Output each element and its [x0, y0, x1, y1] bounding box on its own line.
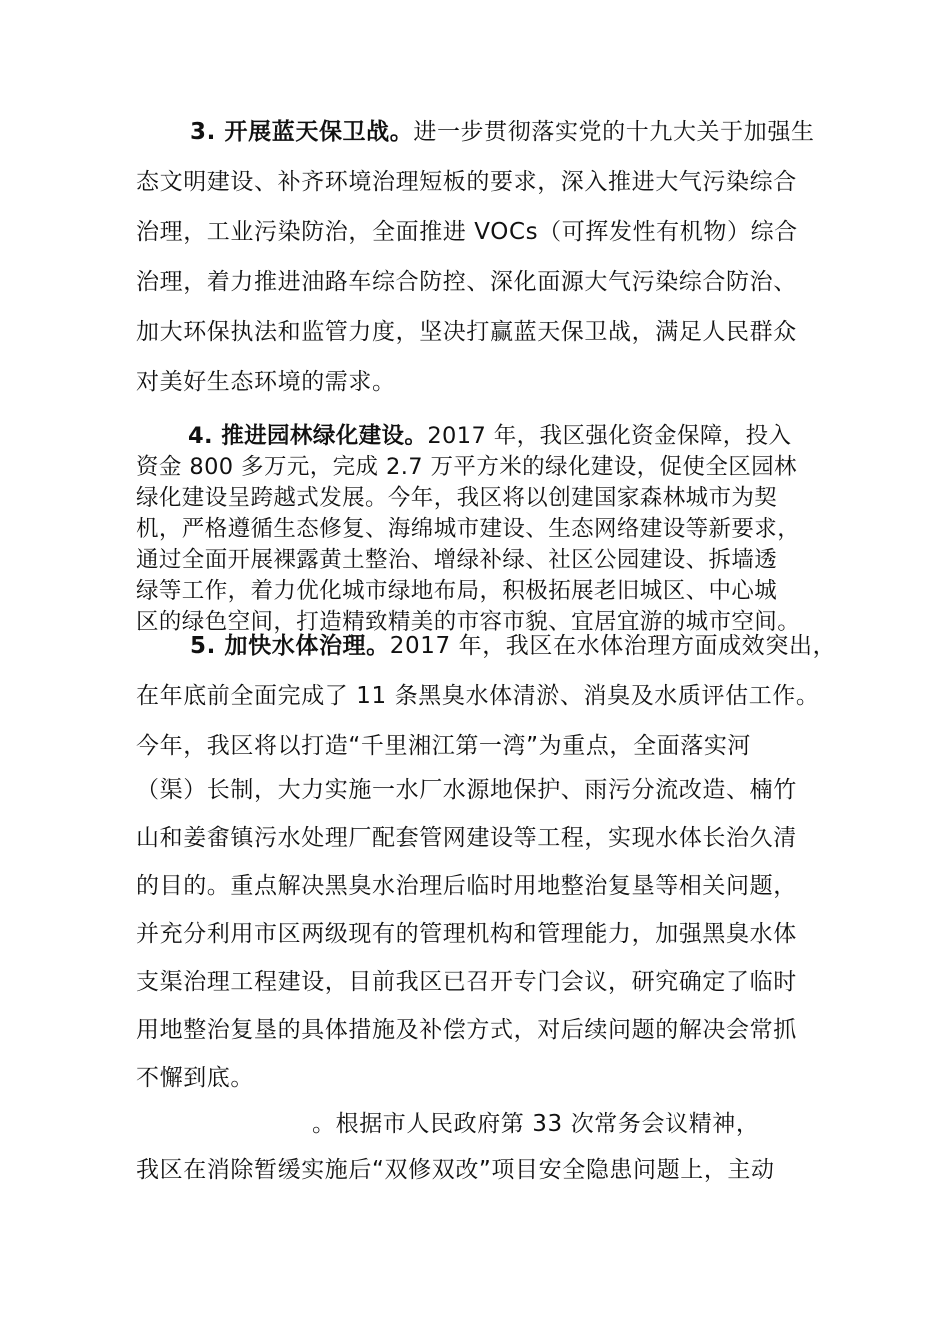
paragraph-4-line-4: 机，严格遵循生态修复、海绵城市建设、生态网络建设等新要求，	[136, 516, 801, 542]
paragraph-5-line-3: 今年，我区将以打造“千里湘江第一湾”为重点，全面落实河	[136, 733, 752, 759]
paragraph-4-line-6: 绿等工作，着力优化城市绿地布局，积极拓展老旧城区、中心城	[136, 578, 778, 604]
paragraph-3-line-4: 治理，着力推进油路车综合防控、深化面源大气污染综合防治、	[136, 269, 797, 295]
paragraph-4-line-7: 区的绿色空间，打造精致精美的市容市貌、宜居宜游的城市空间。	[136, 609, 801, 635]
paragraph-4-text: 2017 年，我区强化资金保障，投入	[427, 423, 792, 449]
paragraph-3-line-1	[190, 118, 815, 146]
paragraph-4-line-3: 绿化建设呈跨越式发展。今年，我区将以创建国家森林城市为契	[136, 485, 778, 511]
paragraph-3-text: 进一步贯彻落实党的十九大关于加强生	[413, 119, 815, 145]
paragraph-5-line-10: 不懈到底。	[136, 1065, 254, 1091]
paragraph-4-line-5: 通过全面开展裸露黄土整治、增绿补绿、社区公园建设、拆墙透	[136, 547, 778, 573]
paragraph-3-line-3: 治理，工业污染防治，全面推进 VOCs（可挥发性有机物）综合	[136, 219, 798, 245]
paragraph-5-line-1	[190, 632, 836, 660]
paragraph-5-heading: 5. 加快水体治理。	[190, 633, 390, 659]
paragraph-3-line-5: 加大环保执法和监管力度，坚决打赢蓝天保卫战，满足人民群众	[136, 319, 797, 345]
paragraph-6-line-1	[312, 1110, 760, 1138]
paragraph-5-line-5: 山和姜畬镇污水处理厂配套管网建设等工程，实现水体长治久清	[136, 825, 797, 851]
paragraph-3-line-2: 态文明建设、补齐环境治理短板的要求，深入推进大气污染综合	[136, 169, 797, 195]
paragraph-5-line-2: 在年底前全面完成了 11 条黑臭水体清淤、消臭及水质评估工作。	[136, 683, 820, 709]
paragraph-6-line-2: 我区在消除暂缓实施后“双修双改”项目安全隐患问题上，主动	[136, 1157, 775, 1183]
paragraph-5-text: 2017 年，我区在水体治理方面成效突出，	[389, 633, 837, 659]
paragraph-3-heading: 3. 开展蓝天保卫战。	[190, 119, 414, 145]
paragraph-4-line-2: 资金 800 多万元，完成 2.7 万平方米的绿化建设，促使全区园林	[136, 454, 797, 480]
paragraph-4-heading: 4. 推进园林绿化建设。	[188, 423, 428, 449]
paragraph-5-line-9: 用地整治复垦的具体措施及补偿方式，对后续问题的解决会常抓	[136, 1017, 797, 1043]
paragraph-3-line-6: 对美好生态环境的需求。	[136, 369, 396, 395]
paragraph-5-line-4: （渠）长制，大力实施一水厂水源地保护、雨污分流改造、楠竹	[136, 777, 797, 803]
paragraph-5-line-7: 并充分利用市区两级现有的管理机构和管理能力，加强黑臭水体	[136, 921, 797, 947]
paragraph-5-line-8: 支渠治理工程建设，目前我区已召开专门会议，研究确定了临时	[136, 969, 797, 995]
paragraph-5-line-6: 的目的。重点解决黑臭水治理后临时用地整治复垦等相关问题，	[136, 873, 797, 899]
paragraph-4-line-1	[188, 422, 791, 450]
paragraph-6-text: 。根据市人民政府第 33 次常务会议精神，	[312, 1111, 760, 1137]
